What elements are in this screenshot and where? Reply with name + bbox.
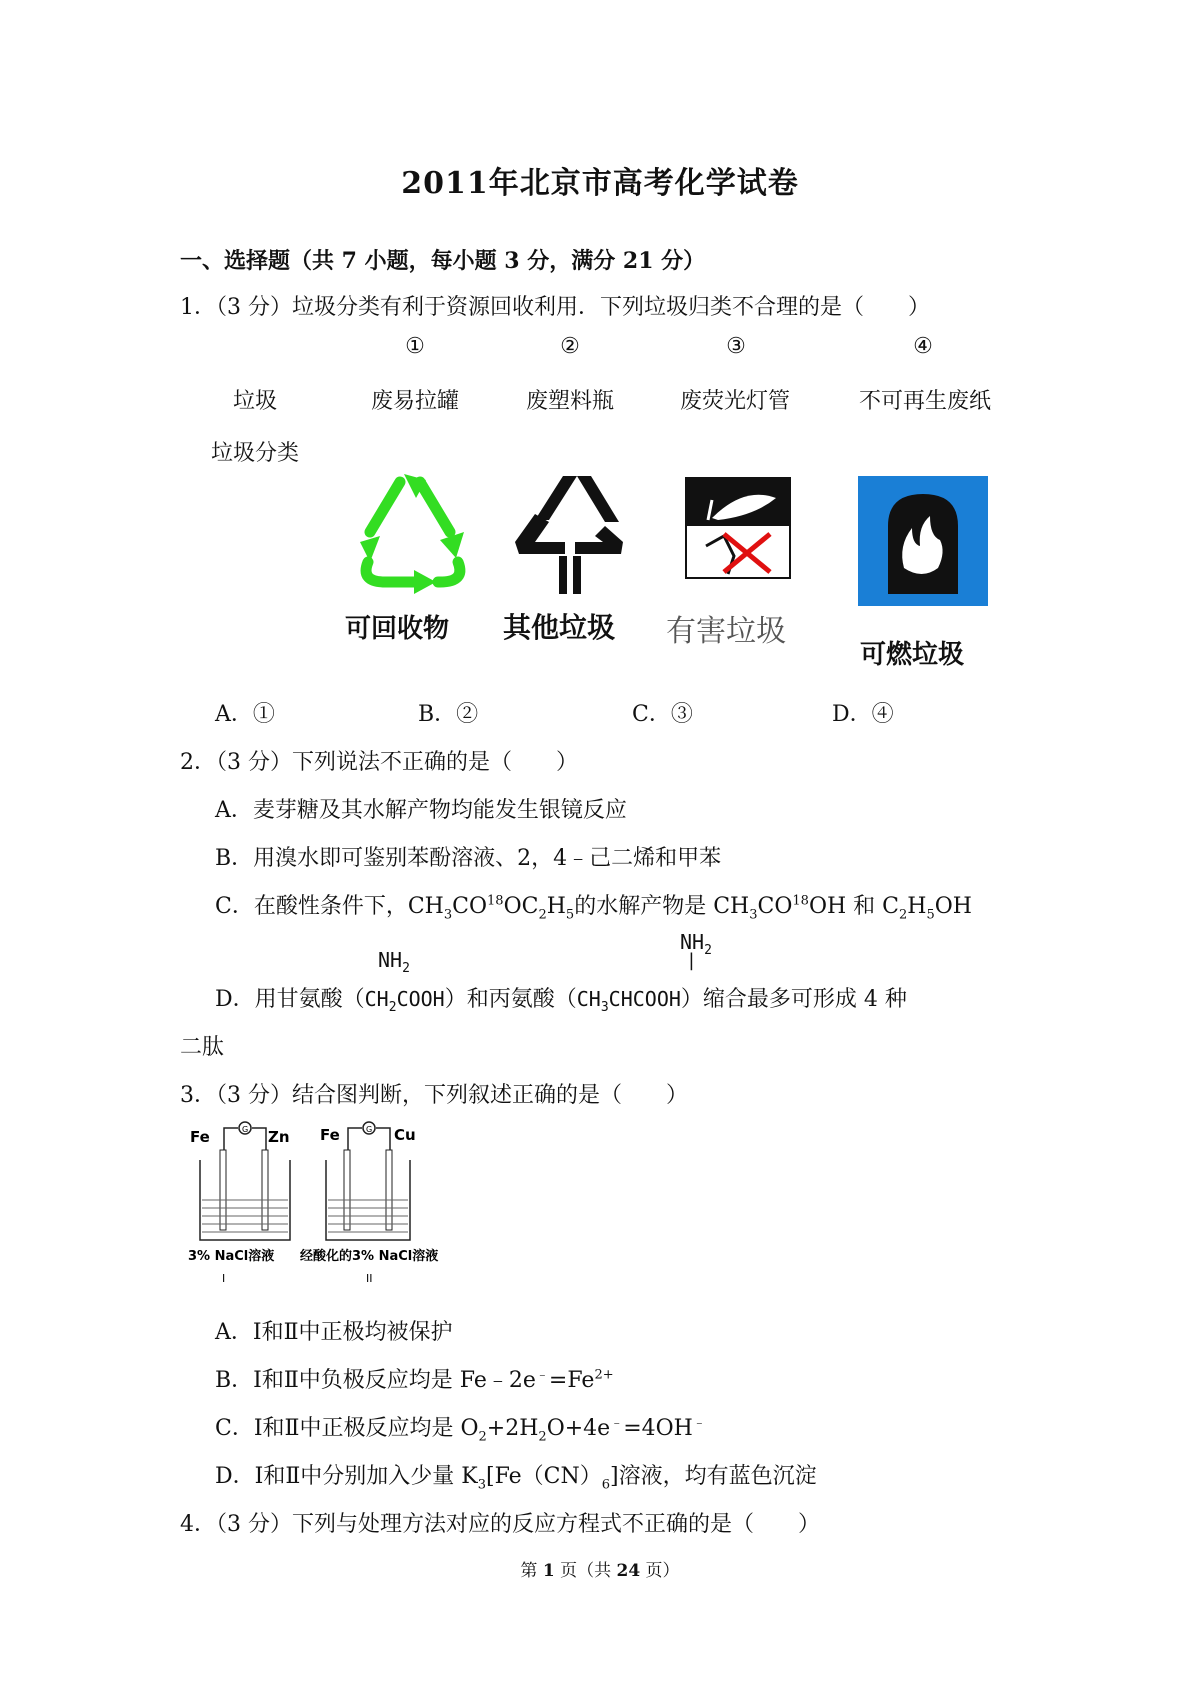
q1-item-4: 不可再生废纸 — [858, 389, 991, 414]
recycle-icon — [340, 470, 480, 598]
q1-num-2: ② — [560, 334, 580, 359]
q1-caption-hazardous: 有害垃圾 — [666, 614, 786, 649]
q3-option-b: B．Ⅰ和Ⅱ中负极反应均是 $Fe﹣2e^﹣=Fe^{2+}$ — [215, 1367, 614, 1393]
svg-text:Zn: Zn — [268, 1128, 290, 1146]
q1-num-1: ① — [405, 334, 425, 359]
svg-text:3% NaCl溶液: 3% NaCl溶液 — [188, 1249, 275, 1264]
q1-num-4: ④ — [913, 334, 933, 359]
q1-option-a: A．① — [215, 702, 275, 727]
other-waste-icon — [505, 470, 635, 598]
q2-ala-bond: | — [686, 950, 697, 971]
page-title: 2011年北京市高考化学试卷 — [401, 166, 799, 201]
q3-option-a: A．Ⅰ和Ⅱ中正极均被保护 — [215, 1320, 453, 1345]
q2-option-a: A．麦芽糖及其水解产物均能发生银镜反应 — [215, 798, 627, 823]
q2-ala-nh2: $NH_2$ — [680, 930, 712, 958]
q3-stem: 3．（3 分）结合图判断，下列叙述正确的是（ ） — [180, 1083, 688, 1108]
q1-caption-other: 其他垃圾 — [503, 611, 616, 644]
q2-stem: 2．（3 分）下列说法不正确的是（ ） — [180, 750, 578, 775]
q1-item-2: 废塑料瓶 — [525, 389, 614, 414]
q1-row-label-category: 垃圾分类 — [210, 441, 299, 466]
q1-item-1: 废易拉罐 — [370, 389, 459, 414]
svg-text:经酸化的3% NaCl溶液: 经酸化的3% NaCl溶液 — [300, 1249, 439, 1264]
svg-text:G: G — [242, 1125, 249, 1134]
q1-option-d: D．④ — [832, 702, 894, 727]
svg-text:Fe: Fe — [190, 1128, 210, 1146]
q3-electrochem-figure — [180, 1120, 510, 1290]
q3-option-d: D．Ⅰ和Ⅱ中分别加入少量 $K_3[Fe(CN)_6]$溶液，均有蓝色沉淀 — [215, 1464, 817, 1493]
q1-caption-recyclable: 可回收物 — [345, 614, 450, 644]
q1-caption-burnable: 可燃垃圾 — [860, 640, 965, 670]
svg-text:II: II — [366, 1272, 373, 1285]
svg-text:I: I — [222, 1272, 226, 1285]
page-footer: 第 1 页（共 24 页） — [520, 1561, 680, 1581]
q2-option-c: C．在酸性条件下，$CH_3CO^{18}OC_2H_5$的水解产物是 $CH_3CO^{18}OH$ 和 $C_2H_5OH$ — [215, 893, 972, 923]
q2-option-d-cont: 二肽 — [180, 1035, 225, 1060]
q1-option-c: C．③ — [632, 702, 693, 727]
svg-text:Fe: Fe — [320, 1126, 340, 1144]
q1-num-3: ③ — [726, 334, 746, 359]
q3-cell-1 — [188, 1122, 290, 1285]
q1-stem: 1．（3 分）垃圾分类有利于资源回收利用．下列垃圾归类不合理的是（ ） — [180, 295, 930, 320]
q2-gly-nh2: $NH_2$ — [378, 948, 410, 976]
q4-stem: 4．（3 分）下列与处理方法对应的反应方程式不正确的是（ ） — [180, 1512, 820, 1537]
hazardous-waste-icon — [684, 476, 794, 582]
q1-option-b: B．② — [418, 702, 479, 727]
section-heading: 一、选择题（共 7 小题，每小题 3 分，满分 21 分） — [180, 248, 706, 274]
q1-item-3: 废荧光灯管 — [679, 389, 790, 414]
q3-cell-2 — [300, 1122, 438, 1285]
q2-option-b: B．用溴水即可鉴别苯酚溶液、2，4﹣己二烯和甲苯 — [215, 846, 722, 871]
q2-option-d: D．用甘氨酸$(CH_2COOH)$和丙氨酸$(CH_3CHCOOH)$缩合最多可形成 4 种 — [215, 987, 907, 1015]
q1-row-label-garbage: 垃圾 — [232, 389, 277, 414]
svg-text:Cu: Cu — [394, 1126, 416, 1144]
burnable-waste-icon — [858, 476, 988, 606]
svg-text:G: G — [366, 1125, 373, 1134]
q3-option-c: C．Ⅰ和Ⅱ中正极反应均是 $O_2+2H_2O+4e^﹣=4OH^﹣$ — [215, 1415, 706, 1445]
